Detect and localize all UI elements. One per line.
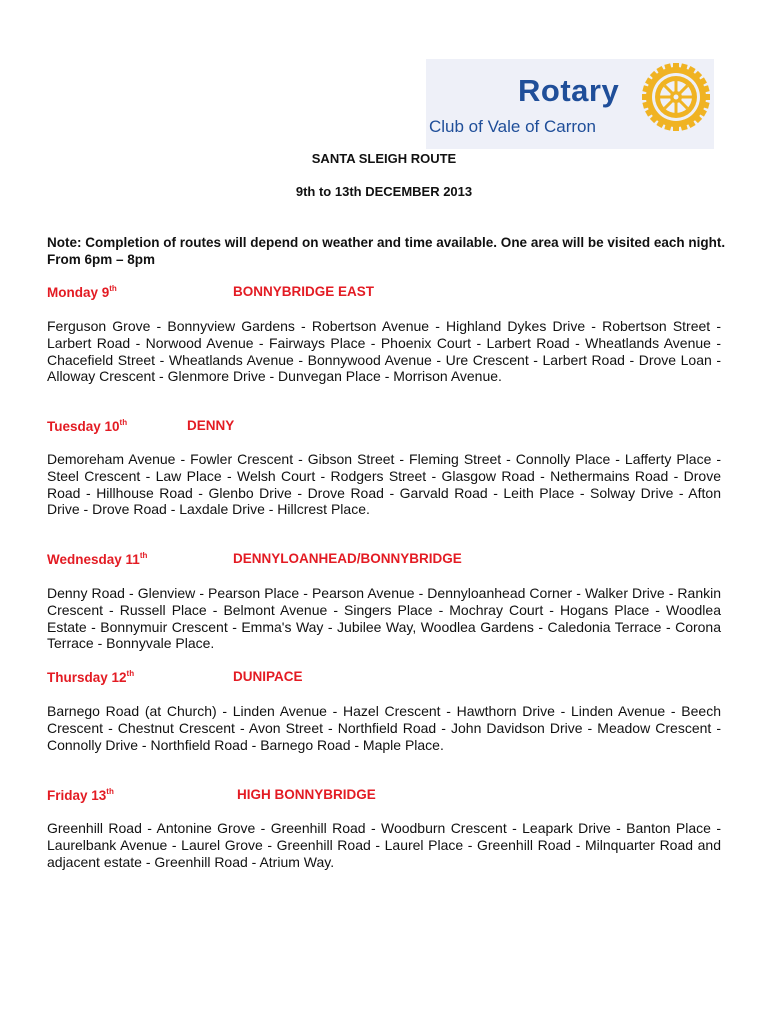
date-range: 9th to 13th DECEMBER 2013 xyxy=(295,184,473,199)
route-friday: Greenhill Road - Antonine Grove - Greenhill Road - Woodburn Crescent - Leapark Drive - Banton Place - Laurelbank Avenue - Laurel Grove - Greenhill Road - Laurel Place - Greenhill Road - Milnquarter Road and adjacent estate - Greenhill Road - Atrium Way. xyxy=(47,820,721,870)
rotary-logo xyxy=(426,59,714,149)
day-label: Wednesday 11th xyxy=(47,551,148,567)
day-label: Monday 9th xyxy=(47,284,117,300)
route-monday: Ferguson Grove - Bonnyview Gardens - Robertson Avenue - Highland Dykes Drive - Robertson Street - Larbert Road - Norwood Avenue - Fairways Place - Phoenix Court - Larbert Road - Wheatlands Avenue - Chacefield Street - Wheatlands Avenue - Bonnywood Avenue - Ure Crescent - Larbert Road - Drove Loan - Alloway Crescent - Glenmore Drive - Dunvegan Place - Morrison Avenue. xyxy=(47,318,721,385)
area-label: HIGH BONNYBRIDGE xyxy=(237,787,376,802)
rotary-wheel-icon xyxy=(640,61,712,133)
area-label: DENNYLOANHEAD/BONNYBRIDGE xyxy=(233,551,462,566)
logo-wordmark: Rotary xyxy=(518,73,620,108)
logo-club-name: Club of Vale of Carron xyxy=(429,117,596,136)
page-title: SANTA SLEIGH ROUTE xyxy=(311,151,457,166)
route-wednesday: Denny Road - Glenview - Pearson Place - Pearson Avenue - Dennyloanhead Corner - Walker Drive - Rankin Crescent - Russell Place - Belmont Avenue - Singers Place - Mochray Court - Hogans Place - Woodlea Estate - Bonnymuir Crescent - Emma's Way - Jubilee Way, Woodlea Gardens - Caledonia Terrace - Corona Terrace - Bonnyvale Place. xyxy=(47,585,721,652)
area-label: DUNIPACE xyxy=(233,669,303,684)
day-label: Tuesday 10th xyxy=(47,418,128,434)
day-label: Thursday 12th xyxy=(47,669,135,685)
route-tuesday: Demoreham Avenue - Fowler Crescent - Gibson Street - Fleming Street - Connolly Place - Lafferty Place - Steel Crescent - Law Place - Welsh Court - Rodgers Street - Glasgow Road - Nethermains Road - Drove Road - Hillhouse Road - Glenbo Drive - Drove Road - Garvald Road - Leith Place - Solway Drive - Afton Drive - Drove Road - Laxdale Drive - Hillcrest Place. xyxy=(47,451,721,518)
note-paragraph: Note: Completion of routes will depend on weather and time available. One area will be visited each night. From 6pm – 8pm xyxy=(47,235,726,267)
day-label: Friday 13th xyxy=(47,787,114,803)
area-label: BONNYBRIDGE EAST xyxy=(233,284,375,299)
area-label: DENNY xyxy=(187,418,235,433)
route-thursday: Barnego Road (at Church) - Linden Avenue - Hazel Crescent - Hawthorn Drive - Linden Avenue - Beech Crescent - Chestnut Crescent - Avon Street - Northfield Road - John Davidson Drive - Meadow Crescent - Connolly Drive - Northfield Road - Barnego Road - Maple Place. xyxy=(47,703,721,753)
